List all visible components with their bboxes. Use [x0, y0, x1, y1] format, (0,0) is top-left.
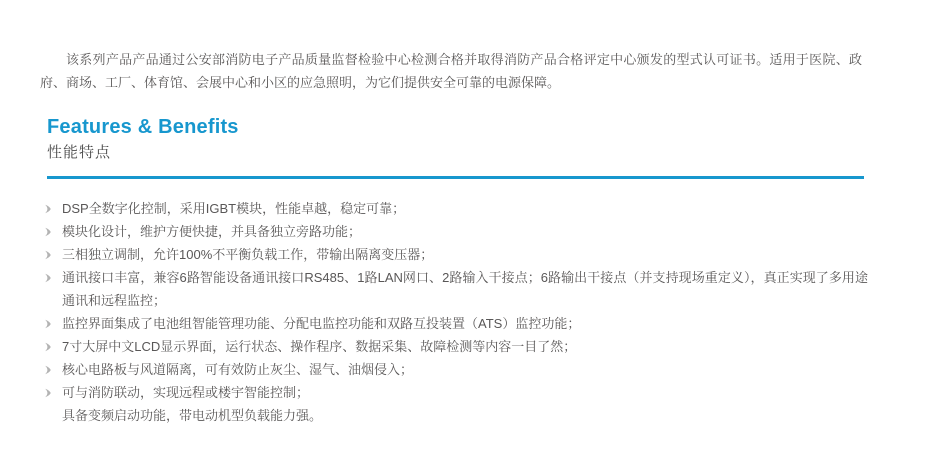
- section-title-zh: 性能特点: [47, 144, 112, 161]
- feature-text: 三相独立调制，允许100%不平衡负载工作，带输出隔离变压器；: [62, 247, 434, 262]
- feature-text: 监控界面集成了电池组智能管理功能、分配电监控功能和双路互投装置（ATS）监控功能；: [62, 316, 581, 331]
- feature-list-item: [44, 404, 868, 427]
- feature-text: 可与消防联动，实现远程或楼宇智能控制；: [62, 385, 310, 400]
- feature-text: 具备变频启动功能，带电动机型负载能力强。: [62, 408, 323, 423]
- chevron-right-icon: [44, 404, 62, 427]
- feature-text: 核心电路板与风道隔离，可有效防止灰尘、湿气、油烟侵入；: [62, 362, 414, 377]
- section-divider: [47, 176, 864, 179]
- feature-list-item: [44, 197, 868, 220]
- feature-list-item: [44, 381, 868, 404]
- feature-text: 模块化设计，维护方便快捷，并具备独立旁路功能；: [62, 224, 362, 239]
- chevron-right-icon: [44, 266, 62, 289]
- chevron-right-icon: [44, 312, 62, 335]
- feature-text: DSP全数字化控制，采用IGBT模块，性能卓越，稳定可靠；: [62, 201, 406, 216]
- chevron-right-icon: [44, 358, 62, 381]
- features-list: [44, 197, 868, 427]
- feature-text: 7寸大屏中文LCD显示界面，运行状态、操作程序、数据采集、故障检测等内容一目了然；: [62, 339, 577, 354]
- feature-list-item: [44, 358, 868, 381]
- chevron-right-icon: [44, 335, 62, 358]
- feature-list-item: [44, 220, 868, 243]
- chevron-right-icon: [44, 243, 62, 266]
- feature-text: 通讯接口丰富，兼容6路智能设备通讯接口RS485、1路LAN网口、2路输入干接点；6路输出干接点（并支持现场重定义），真正实现了多用途通讯和远程监控；: [62, 270, 868, 308]
- feature-list-item: [44, 335, 868, 358]
- feature-list-item: [44, 266, 868, 312]
- chevron-right-icon: [44, 197, 62, 220]
- feature-list-item: [44, 312, 868, 335]
- chevron-right-icon: [44, 381, 62, 404]
- section-title-en: Features & Benefits: [47, 116, 239, 138]
- section-header: [47, 116, 239, 162]
- intro-paragraph: 该系列产品产品通过公安部消防电子产品质量监督检验中心检测合格并取得消防产品合格评定中心颁发的型式认可证书。适用于医院、政府、商场、工厂、体育馆、会展中心和小区的应急照明，为它们提供安全可靠的电源保障。: [40, 52, 862, 90]
- chevron-right-icon: [44, 220, 62, 243]
- feature-list-item: [44, 243, 868, 266]
